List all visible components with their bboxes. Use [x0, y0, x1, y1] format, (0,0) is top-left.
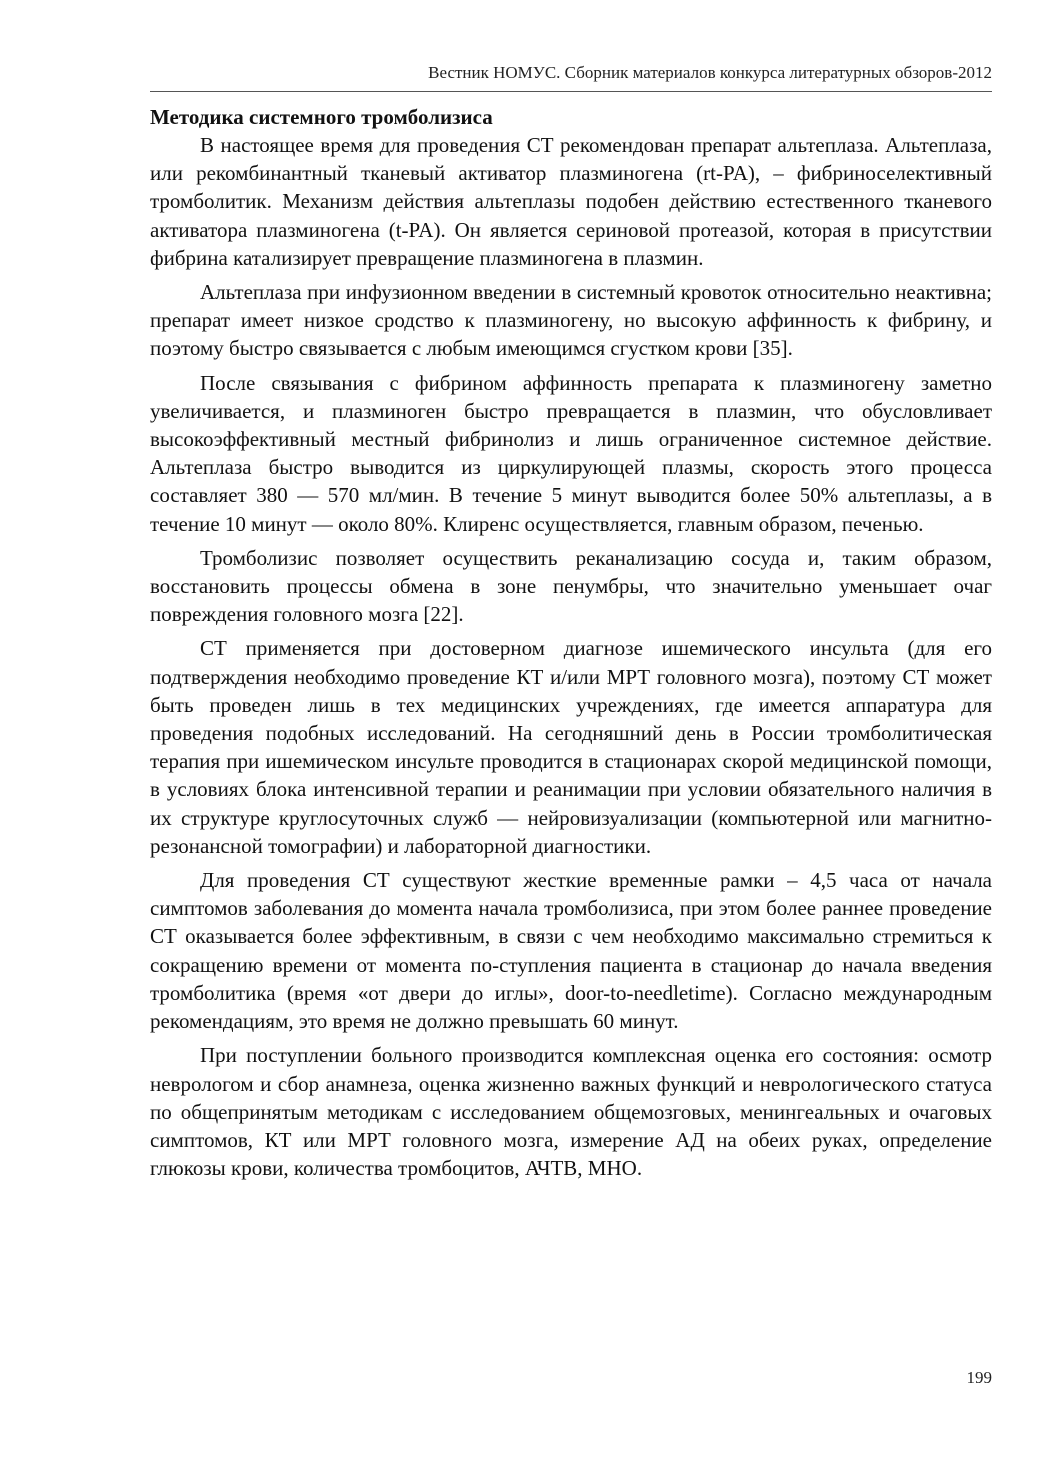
paragraph-6: Для проведения СТ существуют жесткие временные рамки – 4,5 часа от начала симптомов заболевания до момента начала тромболизиса, при этом более раннее проведение СТ оказывается более эффективным, в связи с чем необходимо максимально стремиться к сокращению времени от момента по-ступления пациента в стационар до начала введения тромболитика (время «от двери до иглы», door-to-needletime). Согласно международным рекомендациям, это время не должно превышать 60 минут. [150, 868, 992, 1034]
paragraph-3: После связывания с фибрином аффинность препарата к плазминогену заметно увеличивается, и плазминоген быстро превращается в плазмин, что обусловливает высокоэффективный местный фибринолиз и лишь ограниченное системное действие. Альтеплаза быстро выводится из циркулирующей плазмы, скорость этого процесса составляет 380 — 570 мл/мин. В течение 5 минут выводится более 50% альтеплазы, а в течение 10 минут — около 80%. Клиренс осуществляется, главным образом, печенью. [150, 370, 992, 536]
paragraph-2: Альтеплаза при инфузионном введении в системный кровоток относительно неактивна; препарат имеет низкое сродство к плазминогену, но высокую аффинность к фибрину, и поэтому быстро связывается с любым имеющимся сгустком крови [35]. [150, 280, 992, 361]
section-title: Методика системного тромболизиса [150, 105, 493, 129]
paragraph-7: При поступлении больного производится комплексная оценка его состояния: осмотр неврологом и сбор анамнеза, оценка жизненно важных функций и неврологического статуса по общепринятым методикам с исследованием общемозговых, менингеальных и очаговых симптомов, КТ или МРТ головного мозга, измерение АД на обеих руках, определение глюкозы крови, количества тромбоцитов, АЧТВ, МНО. [150, 1043, 992, 1181]
paragraph-4: Тромболизис позволяет осуществить реканализацию сосуда и, таким образом, восстановить процессы обмена в зоне пенумбры, что значительно уменьшает очаг повреждения головного мозга [22]. [150, 545, 992, 627]
page-body [150, 103, 992, 1188]
paragraph-5: СТ применяется при достоверном диагнозе ишемического инсульта (для его подтверждения необходимо проведение КТ и/или МРТ головного мозга), поэтому СТ может быть проведен лишь в тех медицинских учреждениях, где имеется аппаратура для проведения подобных исследований. На сегодняшний день в России тромболитическая терапия при ишемическом инсульте проводится в стационарах скорой медицинской помощи, в условиях блока интенсивной терапии и реанимации при условии обязательного наличия в их структуре круглосуточных служб — нейровизуализации (компьютерной или магнитно-резонансной томографии) и лабораторной диагностики. [150, 636, 992, 858]
page-number: 199 [966, 1368, 992, 1387]
paragraph-1: В настоящее время для проведения СТ рекомендован препарат альтеплаза. Альтеплаза, или рекомбинантный тканевый активатор плазминогена (rt-PA), – фибриноселективный тромболитик. Механизм действия альтеплазы подобен действию естественного тканевого активатора плазминогена (t-PA). Он является сериновой протеазой, которая в присутствии фибрина катализирует превращение плазминогена в плазмин. [150, 133, 992, 270]
running-header: Вестник НОМУС. Сборник материалов конкурса литературных обзоров-2012 [428, 63, 992, 82]
header-divider [150, 91, 992, 92]
